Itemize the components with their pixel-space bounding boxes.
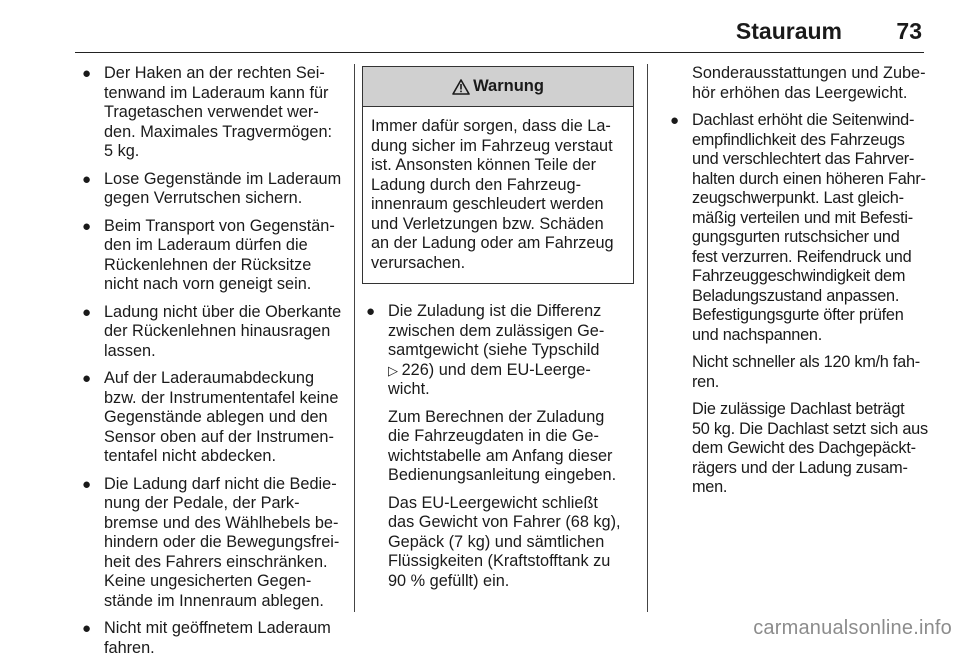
text-line: Dachlast erhöht die Seitenwind- [692,111,915,129]
text-line: gegen Verrutschen sichern. [104,189,303,207]
text-line: den im Laderaum dürfen die [104,236,308,254]
text-line: Keine ungesicherten Gegen- [104,572,312,590]
text-line: Lose Gegenstände im Laderaum [104,169,342,188]
text-line: Zum Berechnen der Zuladung [388,407,605,426]
list-item [666,111,928,345]
bullet-icon: ● [366,303,376,320]
list-item [78,475,346,612]
text-line: wicht. [388,380,430,398]
column-2 [362,64,634,599]
text-line: tenwand im Laderaum kann für [104,83,329,102]
text-line: Befestigungsgurte öfter prüfen [692,306,904,324]
text-line: Beim Transport von Gegenstän- [104,216,335,235]
text-line: halten durch einen höheren Fahr- [692,169,926,188]
text-line: Nicht schneller als 120 km/h fah- [692,353,920,371]
column-divider-2 [647,64,648,612]
page-reference-arrow-icon: ▷ [388,362,402,378]
text-line: Bedienungsanleitung eingeben. [388,466,617,484]
paragraph [362,408,634,486]
text-line: Tragetaschen verwendet wer- [104,103,319,121]
list-item [78,369,346,467]
text-line: bremse und des Wählhebels be- [104,513,339,532]
text-line: stände im Innenraum ablegen. [104,591,324,610]
warning-text [363,107,633,283]
text-line: nung der Pedale, der Park- [104,494,300,512]
paragraph [666,400,928,498]
text-line: und nachspannen. [692,325,822,344]
text-line: Gegenstände ablegen und den [104,408,328,426]
text-line: Die zulässige Dachlast beträgt [692,400,905,418]
bullet-icon: ● [82,303,92,321]
bullet-icon: ● [82,217,92,235]
paragraph [666,353,928,392]
text-line: wichtstabelle am Anfang dieser [388,446,613,465]
text-line: nicht nach vorn geneigt sein. [104,275,312,293]
text-line: Rückenlehnen der Rücksitze [104,255,312,274]
text-line: Das EU-Leergewicht schließt [388,493,598,512]
text-line: Auf der Laderaumabdeckung [104,369,314,387]
text-line: Fahrzeuggeschwindigkeit dem [692,267,906,285]
text-line: samtgewicht (siehe Typschild [388,341,600,359]
text-line: tentafel nicht abdecken. [104,447,276,465]
text-line: Der Haken an der rechten Sei- [104,64,325,82]
paragraph [666,64,928,103]
text-line: Die Zuladung ist die Differenz [388,302,602,320]
text-line: fest verzurren. Reifendruck und [692,247,912,266]
text-line: Ladung nicht über die Oberkante [104,302,342,321]
text-line: Immer dafür sorgen, dass die La- [371,117,611,135]
column-3 [666,64,928,506]
list-item [362,302,634,400]
text-line: an der Ladung oder am Fahrzeug [371,234,614,252]
list-item [78,64,346,162]
column-divider-1 [354,64,355,612]
text-line: und verschlechtert das Fahrver- [692,150,915,168]
text-line: hör erhöhen das Leergewicht. [692,83,908,102]
text-line: Nicht mit geöffnetem Laderaum [104,619,331,637]
text-line: gungsgurten rutschsicher und [692,228,900,246]
text-line: zwischen dem zulässigen Ge- [388,321,605,340]
text-line: innenraum geschleudert werden [371,195,604,213]
text-line: hindern oder die Bewegungsfrei- [104,533,340,551]
text-line: lassen. [104,341,156,360]
text-line: fahren. [104,638,155,657]
bullet-icon: ● [82,370,92,387]
list-item [78,303,346,362]
list-item [78,170,346,209]
text-line [388,361,634,381]
column-1 [78,64,346,666]
warning-header [363,67,633,107]
watermark: carmanualsonline.info [753,617,952,639]
text-line: bzw. der Instrumententafel keine [104,388,339,407]
paragraph [362,494,634,592]
text-line: 5 kg. [104,142,140,160]
text-line: Beladungszustand anpassen. [692,286,900,305]
text-line: rägers und der Ladung zusam- [692,458,908,477]
bullet-icon: ● [82,65,92,82]
text-line: die Fahrzeugdaten in die Ge- [388,427,599,445]
text-line: 90 % gefüllt) ein. [388,571,510,590]
text-line: ren. [692,372,720,391]
text-line: dem Gewicht des Dachgepäckt- [692,439,916,457]
text-line: und Verletzungen bzw. Schäden [371,214,604,233]
page-reference-text[interactable]: 226) und dem EU-Leerge- [401,360,591,379]
page-number: 73 [896,18,922,44]
text-line: 50 kg. Die Dachlast setzt sich aus [692,419,928,438]
text-line: Ladung durch den Fahrzeug- [371,175,581,194]
text-line: Die Ladung darf nicht die Bedie- [104,474,337,493]
bullet-icon: ● [82,620,92,637]
text-line: den. Maximales Tragvermögen: [104,122,333,141]
warning-triangle-icon [452,79,470,95]
text-line: heit des Fahrers einschränken. [104,552,328,571]
bullet-icon: ● [82,170,92,188]
text-line: der Rückenlehnen hinausragen [104,322,331,340]
text-line: zeugschwerpunkt. Last gleich- [692,189,904,207]
list-item [78,217,346,295]
text-line: dung sicher im Fahrzeug verstaut [371,136,613,155]
text-line: Sonderausstattungen und Zube- [692,64,926,82]
text-line: Sensor oben auf der Instrumen- [104,427,334,446]
text-line: ist. Ansonsten können Teile der [371,156,597,174]
page-header [0,0,960,52]
text-line: men. [692,478,728,496]
bullet-icon: ● [82,475,92,493]
warning-title: Warnung [473,76,544,95]
text-line: Gepäck (7 kg) und sämtlichen [388,532,605,551]
section-title: Stauraum [735,18,842,44]
warning-box [362,66,634,284]
header-rule [75,52,924,53]
text-line: das Gewicht von Fahrer (68 kg), [388,513,621,531]
text-line: mäßig verteilen und mit Befesti- [692,208,913,227]
text-line: empfindlichkeit des Fahrzeugs [692,130,905,149]
text-line: Flüssigkeiten (Kraftstofftank zu [388,552,611,570]
bullet-icon: ● [670,112,680,129]
text-line: verursachen. [371,253,466,272]
list-item [78,619,346,658]
